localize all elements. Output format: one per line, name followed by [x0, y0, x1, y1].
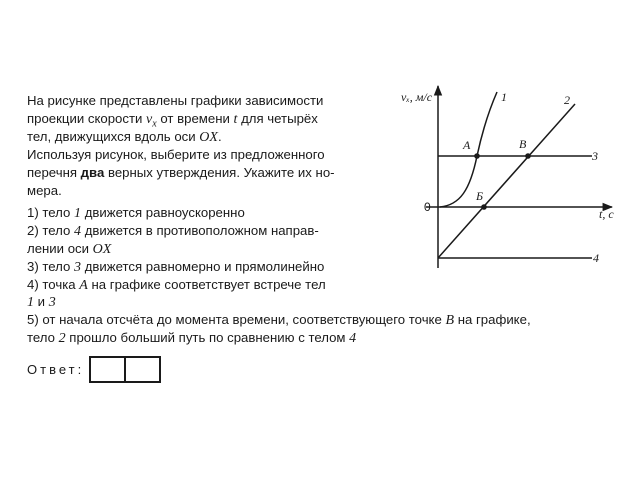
- text-run: лении оси: [27, 241, 93, 256]
- text-run: 2) тело: [27, 223, 75, 238]
- point-a: [474, 153, 480, 159]
- answer-label: Ответ:: [27, 362, 85, 377]
- text-run: мера.: [27, 183, 62, 198]
- point-b: [525, 153, 531, 159]
- italic-symbol: 2: [58, 331, 66, 346]
- text-run: На рисунке представлены графики зависимости: [27, 93, 324, 108]
- point-label-b: B: [519, 137, 527, 151]
- text-run: движется равномерно и прямолинейно: [81, 259, 325, 274]
- italic-symbol: OX: [92, 242, 112, 257]
- subscript: x: [152, 118, 157, 130]
- text-run: Используя рисунок, выберите из предложенного: [27, 147, 325, 162]
- italic-symbol: A: [79, 278, 88, 293]
- italic-symbol: 3: [74, 260, 82, 275]
- text-run: 3) тело: [27, 259, 75, 274]
- text-run: прошло больший путь по сравнению с телом: [65, 330, 350, 345]
- point-label-a: A: [463, 138, 471, 152]
- text-run: и: [34, 294, 49, 309]
- text-run: от времени: [156, 111, 234, 126]
- text-run: 5) от начала отсчёта до момента времени, соответствующего точке: [27, 312, 446, 327]
- text-run: движется равноускоренно: [81, 205, 245, 220]
- x-axis-label: t, с: [599, 207, 614, 221]
- italic-symbol: 3: [48, 295, 56, 310]
- text-run: движется в противоположном направ-: [81, 223, 319, 238]
- graph-line-2: [438, 104, 575, 258]
- text-run: на графике соответствует встрече тел: [87, 277, 326, 292]
- text-run: на графике,: [454, 312, 531, 327]
- italic-symbol: 1: [27, 295, 34, 310]
- italic-symbol: 1: [74, 206, 82, 221]
- text-run: проекции скорости: [27, 111, 147, 126]
- text-run: тело: [27, 330, 59, 345]
- italic-symbol: OX: [199, 130, 218, 145]
- text-run: для четырёх: [237, 111, 318, 126]
- y-axis-label: vₓ, м/с: [401, 90, 433, 104]
- curve-label-3: 3: [592, 149, 598, 163]
- italic-symbol: v: [146, 112, 153, 127]
- italic-symbol: t: [233, 112, 238, 127]
- curve-label-2: 2: [564, 93, 570, 107]
- bold-word: два: [80, 165, 105, 180]
- text-run: 4) точка: [27, 277, 80, 292]
- text-run: перечня: [27, 165, 81, 180]
- point-b-cyr: [481, 204, 487, 210]
- point-label-b-cyr: Б: [476, 189, 484, 203]
- text-run: тел, движущихся вдоль оси: [27, 129, 200, 144]
- curve-label-4: 4: [593, 251, 599, 265]
- italic-symbol: 4: [349, 331, 357, 346]
- text-run: 1) тело: [27, 205, 75, 220]
- italic-symbol: 4: [74, 224, 82, 239]
- text-run: верных утверждения. Укажите их но-: [104, 165, 335, 180]
- origin-label: 0: [424, 200, 431, 214]
- curve-label-1: 1: [501, 90, 507, 104]
- text-run: .: [217, 129, 222, 144]
- italic-symbol: B: [445, 313, 455, 328]
